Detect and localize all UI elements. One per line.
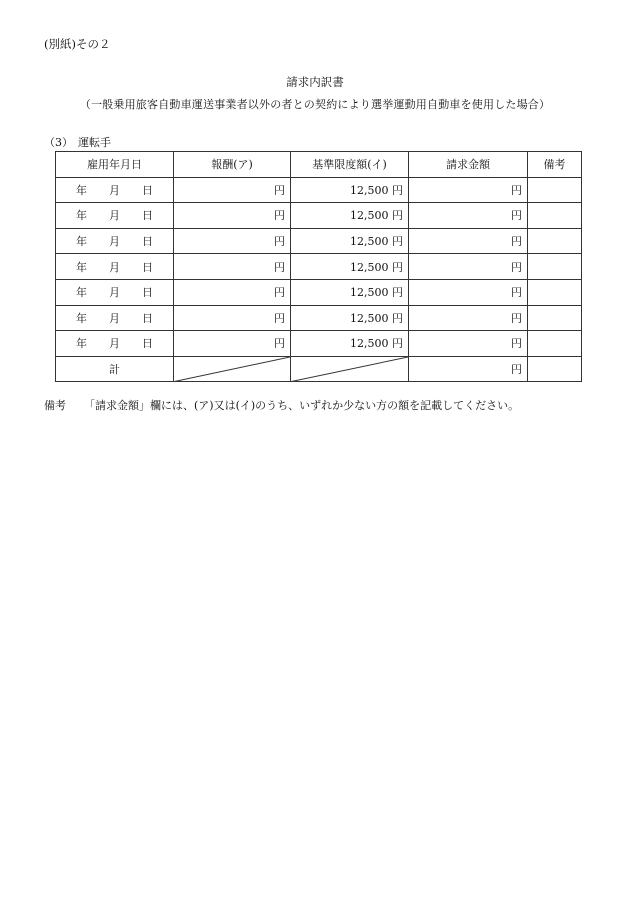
date-day: 日 xyxy=(142,286,153,300)
date-day: 日 xyxy=(142,311,153,325)
remarks-cell[interactable] xyxy=(528,203,582,229)
total-label: 計 xyxy=(56,356,174,382)
total-row xyxy=(56,356,582,382)
date-day: 日 xyxy=(142,235,153,249)
footnote xyxy=(44,397,519,413)
reward-cell[interactable]: 円 xyxy=(174,254,291,280)
date-year: 年 xyxy=(76,337,87,351)
section-title: 運転手 xyxy=(78,136,111,149)
remarks-cell[interactable] xyxy=(528,228,582,254)
remarks-cell[interactable] xyxy=(528,279,582,305)
limit-amount-cell: 12,500 円 xyxy=(291,331,409,357)
attachment-label: (別紙)その２ xyxy=(44,37,111,51)
remarks-cell[interactable] xyxy=(528,331,582,357)
header-limit-amount: 基準限度額(イ) xyxy=(291,152,409,178)
employment-date-cell[interactable] xyxy=(56,279,174,305)
date-day: 日 xyxy=(142,183,153,197)
header-employment-date: 雇用年月日 xyxy=(56,152,174,178)
reward-cell[interactable]: 円 xyxy=(174,228,291,254)
date-year: 年 xyxy=(76,235,87,249)
table-row xyxy=(56,279,582,305)
claim-amount-cell[interactable]: 円 xyxy=(409,228,528,254)
table-header-row xyxy=(56,152,582,178)
employment-date-cell[interactable] xyxy=(56,331,174,357)
total-limit-crossed-cell xyxy=(291,356,409,382)
claim-breakdown-table xyxy=(55,151,582,382)
employment-date-cell[interactable] xyxy=(56,228,174,254)
remarks-cell[interactable] xyxy=(528,177,582,203)
remarks-cell[interactable] xyxy=(528,254,582,280)
diagonal-line xyxy=(174,357,290,382)
employment-date-cell[interactable] xyxy=(56,305,174,331)
date-year: 年 xyxy=(76,260,87,274)
limit-amount-cell: 12,500 円 xyxy=(291,279,409,305)
date-day: 日 xyxy=(142,337,153,351)
date-month: 月 xyxy=(109,260,120,274)
reward-cell[interactable]: 円 xyxy=(174,279,291,305)
header-reward: 報酬(ア) xyxy=(174,152,291,178)
limit-amount-cell: 12,500 円 xyxy=(291,254,409,280)
date-year: 年 xyxy=(76,183,87,197)
table-row xyxy=(56,177,582,203)
date-day: 日 xyxy=(142,209,153,223)
employment-date-cell[interactable] xyxy=(56,254,174,280)
claim-amount-cell[interactable]: 円 xyxy=(409,177,528,203)
section-number: （3） xyxy=(44,136,73,149)
employment-date-cell[interactable] xyxy=(56,203,174,229)
total-reward-crossed-cell xyxy=(174,356,291,382)
table-row xyxy=(56,331,582,357)
diagonal-line xyxy=(291,357,408,382)
date-year: 年 xyxy=(76,209,87,223)
date-month: 月 xyxy=(109,235,120,249)
claim-amount-cell[interactable]: 円 xyxy=(409,203,528,229)
total-remarks[interactable] xyxy=(528,356,582,382)
date-year: 年 xyxy=(76,311,87,325)
date-month: 月 xyxy=(109,183,120,197)
limit-amount-cell: 12,500 円 xyxy=(291,228,409,254)
date-day: 日 xyxy=(142,260,153,274)
date-month: 月 xyxy=(109,286,120,300)
date-year: 年 xyxy=(76,286,87,300)
employment-date-cell[interactable] xyxy=(56,177,174,203)
date-month: 月 xyxy=(109,209,120,223)
reward-cell[interactable]: 円 xyxy=(174,203,291,229)
limit-amount-cell: 12,500 円 xyxy=(291,177,409,203)
total-claim-amount[interactable]: 円 xyxy=(409,356,528,382)
header-claim-amount: 請求金額 xyxy=(409,152,528,178)
table-row xyxy=(56,305,582,331)
table-row xyxy=(56,254,582,280)
claim-amount-cell[interactable]: 円 xyxy=(409,254,528,280)
document-subtitle: （一般乗用旅客自動車運送事業者以外の者との契約により選挙運動用自動車を使用した場合） xyxy=(79,98,551,111)
remarks-cell[interactable] xyxy=(528,305,582,331)
claim-amount-cell[interactable]: 円 xyxy=(409,331,528,357)
header-remarks: 備考 xyxy=(528,152,582,178)
reward-cell[interactable]: 円 xyxy=(174,305,291,331)
section-heading xyxy=(44,134,111,150)
claim-amount-cell[interactable]: 円 xyxy=(409,279,528,305)
date-month: 月 xyxy=(109,337,120,351)
table-row xyxy=(56,228,582,254)
footnote-label: 備考 xyxy=(44,399,66,412)
table-row xyxy=(56,203,582,229)
date-month: 月 xyxy=(109,311,120,325)
reward-cell[interactable]: 円 xyxy=(174,177,291,203)
limit-amount-cell: 12,500 円 xyxy=(291,203,409,229)
claim-amount-cell[interactable]: 円 xyxy=(409,305,528,331)
footnote-text: 「請求金額」欄には、(ア)又は(イ)のうち、いずれか少ない方の額を記載してください。 xyxy=(84,399,520,412)
document-title: 請求内訳書 xyxy=(286,75,344,89)
limit-amount-cell: 12,500 円 xyxy=(291,305,409,331)
reward-cell[interactable]: 円 xyxy=(174,331,291,357)
